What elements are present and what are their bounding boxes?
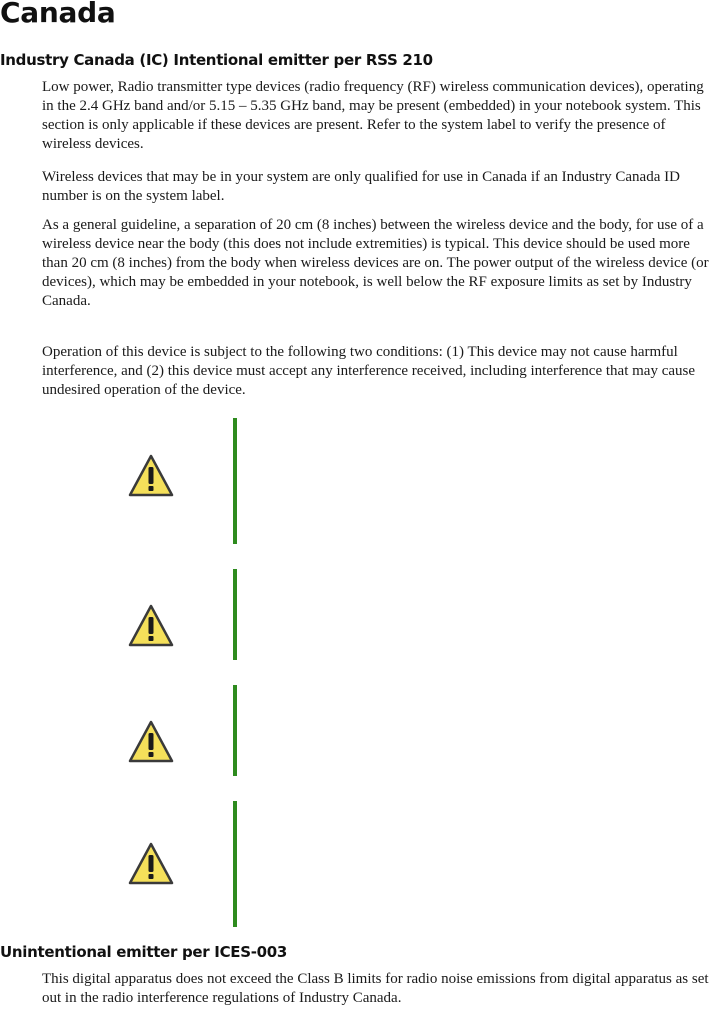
section-heading-ices: Unintentional emitter per ICES-003 — [0, 943, 288, 961]
ic-paragraph-2: Wireless devices that may be in your system are only qualified for use in Canada if an Industry Canada ID number is on the system label. — [42, 169, 680, 204]
page-title: Canada — [0, 0, 116, 29]
warning-block-1 — [0, 418, 709, 544]
ic-paragraph-1: Low power, Radio transmitter type devices (radio frequency (RF) wireless communication devices), operating in the 2.4 GHz band and/or 5.15 – 5.35 GHz band, may be present (embedded) in your notebook system. This section is only applicable if these devices are present. Refer to the system label to verify the presence of wireless devices. — [42, 79, 704, 152]
ic-paragraph-4: Operation of this device is subject to the following two conditions: (1) This device may not cause harmful interference, and (2) this device must accept any interference received, including interference that may cause undesired operation of the device. — [42, 344, 695, 398]
warning-triangle-icon — [127, 603, 175, 649]
warning-triangle-icon — [127, 453, 175, 499]
section-heading-ic: Industry Canada (IC) Intentional emitter per RSS 210 — [0, 51, 433, 69]
warning-block-2 — [0, 569, 709, 660]
warning-rule — [233, 801, 237, 927]
warning-rule — [233, 418, 237, 544]
warning-rule — [233, 685, 237, 776]
warning-block-3 — [0, 685, 709, 776]
ices-paragraph: This digital apparatus does not exceed the Class B limits for radio noise emissions from digital apparatus as set out in the radio interference regulations of Industry Canada. — [42, 971, 709, 1006]
ic-paragraph-3: As a general guideline, a separation of 20 cm (8 inches) between the wireless device and the body, for use of a wireless device near the body (this does not include extremities) is typical. This device should be used more than 20 cm (8 inches) from the body when wireless devices are on. The power output of the wireless device (or devices), which may be embedded in your notebook, is well below the RF exposure limits as set by Industry Canada. — [42, 217, 709, 309]
warning-triangle-icon — [127, 841, 175, 887]
warning-block-4 — [0, 801, 709, 927]
warning-triangle-icon — [127, 719, 175, 765]
warning-rule — [233, 569, 237, 660]
